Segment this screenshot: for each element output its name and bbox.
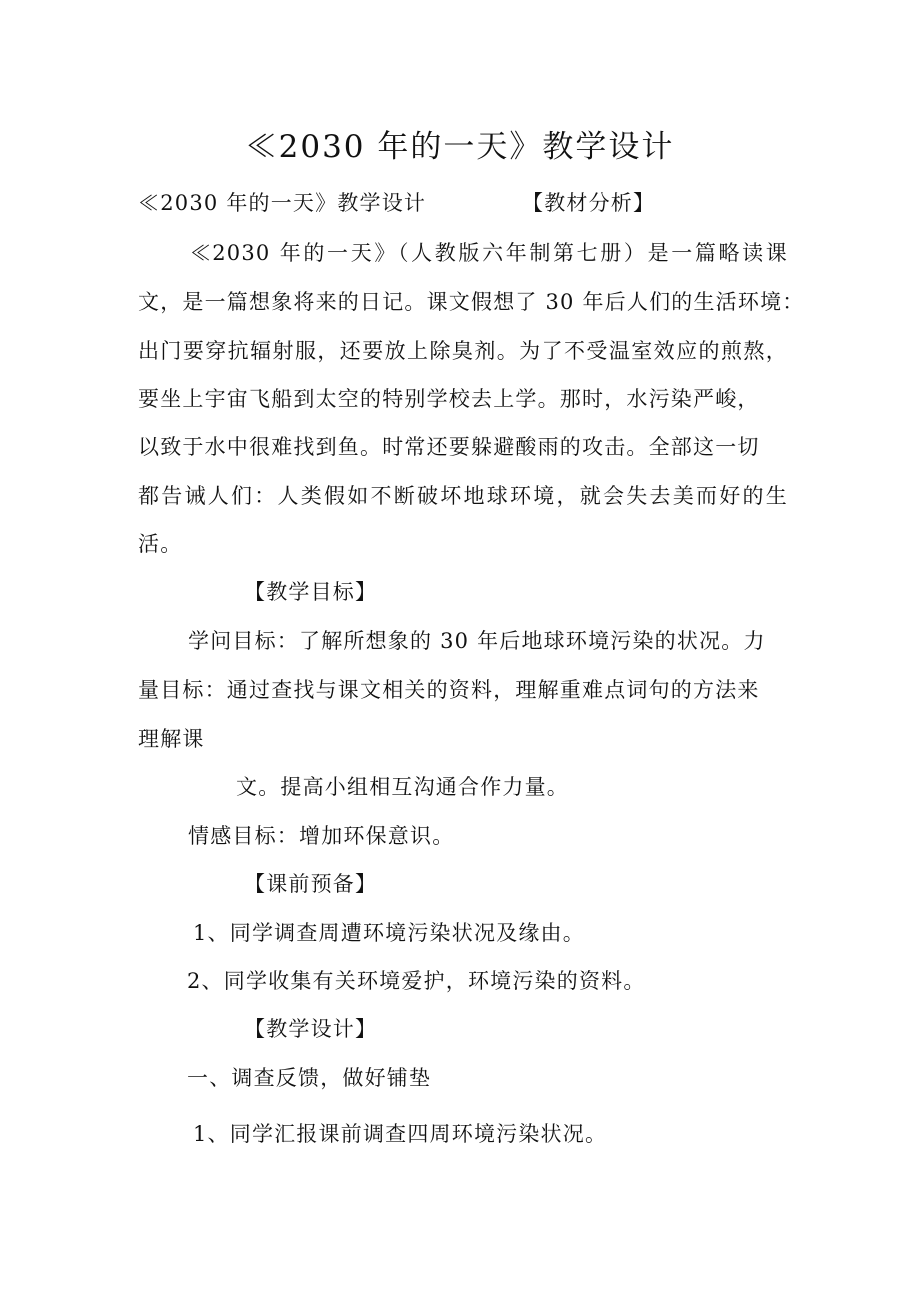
goals-line-5: 情感目标：增加环保意识。 [188, 824, 455, 848]
goals-line-3: 理解课 [138, 727, 205, 751]
design-item-1: 1、同学汇报课前调查四周环境污染状况。 [193, 1122, 608, 1146]
prep-item-1: 1、同学调查周遭环境污染状况及缘由。 [193, 921, 585, 945]
analysis-line-3: 出门要穿抗辐射服，还要放上除臭剂。为了不受温室效应的煎熬， [138, 339, 788, 363]
analysis-line-5: 以致于水中很难找到鱼。时常还要躲避酸雨的攻击。全部这一切 [138, 435, 760, 459]
analysis-line-4: 要坐上宇宙飞船到太空的特别学校去上学。那时，水污染严峻， [138, 387, 760, 411]
subtitle-left: ≪2030 年的一天》教学设计 [138, 191, 427, 215]
section-heading-goals: 【教学目标】 [244, 580, 378, 604]
document-title: ≪2030 年的一天》教学设计 [245, 129, 675, 165]
analysis-line-7: 活。 [138, 532, 183, 556]
design-section-1: 一、调查反馈，做好铺垫 [187, 1066, 432, 1090]
analysis-line-2: 文，是一篇想象将来的日记。课文假想了 30 年后人们的生活环境： [138, 290, 805, 314]
section-heading-analysis: 【教材分析】 [522, 191, 656, 215]
analysis-line-6: 都告诫人们：人类假如不断破坏地球环境，就会失去美而好的生 [138, 484, 788, 508]
section-heading-design: 【教学设计】 [244, 1017, 378, 1041]
goals-line-2: 量目标：通过查找与课文相关的资料，理解重难点词句的方法来 [138, 678, 760, 702]
section-heading-prep: 【课前预备】 [244, 872, 378, 896]
goals-line-1: 学问目标：了解所想象的 30 年后地球环境污染的状况。力 [188, 629, 766, 653]
analysis-line-1: ≪2030 年的一天》（人教版六年制第七册）是一篇略读课 [190, 241, 788, 265]
goals-line-4: 文。提高小组相互沟通合作力量。 [236, 775, 569, 799]
prep-item-2: 2、同学收集有关环境爱护，环境污染的资料。 [187, 969, 646, 993]
